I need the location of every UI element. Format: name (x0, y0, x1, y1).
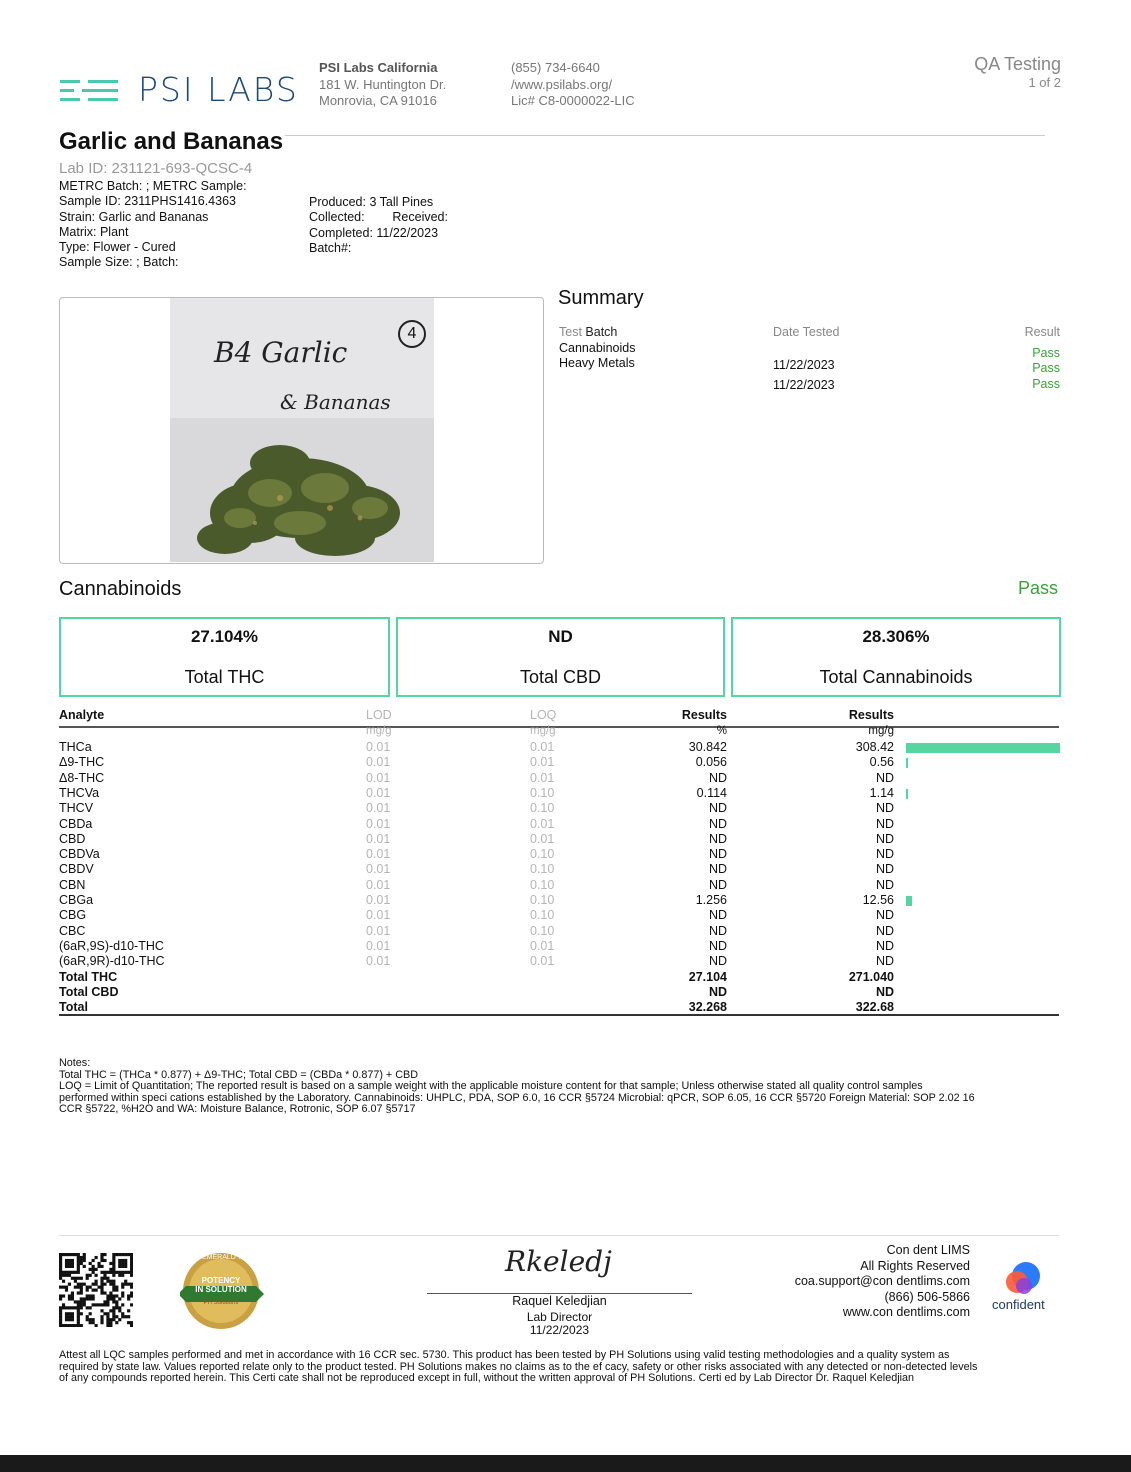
summary-test-cannabinoids: Cannabinoids (559, 341, 636, 355)
analyte-bar (906, 758, 908, 768)
analyte-loq: 0.10 (530, 893, 555, 907)
qr-code-graphic (59, 1253, 133, 1327)
seal-banner-1: POTENCY (201, 1276, 241, 1285)
seal-bottom-text: PH Solutions (203, 1300, 239, 1306)
kpi-label: Total Cannabinoids (819, 667, 973, 687)
analyte-name: CBDV (59, 862, 94, 877)
col-loq: LOQ (530, 708, 557, 722)
summary-result-3: Pass (1032, 377, 1060, 391)
total-result-pct: ND (708, 984, 727, 999)
cannabinoids-status: Pass (1017, 578, 1058, 598)
summary-title: Summary (558, 287, 644, 309)
signer-name: Raquel Keledjian (512, 1294, 607, 1308)
product-name: Garlic and Bananas (59, 128, 284, 155)
analyte-loq: 0.01 (530, 816, 555, 831)
analyte-loq: 0.10 (530, 923, 555, 938)
total-result-mg: 322.68 (855, 1000, 894, 1015)
summary-head-result: Result (1024, 325, 1060, 339)
analyte-result-mg: ND (875, 938, 894, 953)
kpi-label: Total THC (184, 667, 265, 687)
summary-head-test: Test Batch (559, 325, 618, 339)
table-header-line (59, 726, 1059, 728)
lab-address: PSI Labs California 181 W. Huntington Dr. Monrovia, CA 91016 (319, 60, 447, 108)
total-result-pct: 32.268 (688, 1000, 727, 1015)
header-divider (285, 135, 1045, 136)
analyte-lod: 0.01 (366, 877, 391, 892)
analyte-name: THCV (59, 801, 94, 816)
attestation: Attest all LQC samples performed and met in accordance with 16 CCR sec. 5730. This product has been tested by PH Solutions using valid testing methodologies and a quality system as required by state law. Values reported relate only to the product tested. PH Solutions makes no claims as to the ef cacy, safety or other risks associated with any detected or non-detected levels of any compounds reported herein. This Certi cate shall not be reproduced except in full, without the written approval of PH Solutions. Certi ed by Lab Director Dr. Raquel Keledjian (59, 1349, 978, 1384)
analyte-result-pct: ND (708, 908, 727, 923)
analyte-result-pct: ND (708, 877, 727, 892)
analyte-result-pct: ND (708, 816, 727, 831)
analyte-loq: 0.01 (530, 938, 555, 953)
analyte-name: Δ9-THC (59, 755, 105, 770)
seal-banner-2: IN SOLUTION (195, 1285, 247, 1294)
analyte-loq: 0.10 (530, 847, 555, 862)
analyte-loq: 0.01 (530, 740, 555, 754)
summary-date-heavy-metals: 11/22/2023 (773, 378, 835, 392)
analyte-result-pct: 0.114 (696, 785, 727, 800)
qa-title: QA Testing (974, 54, 1061, 74)
summary-result-2: Pass (1032, 361, 1060, 375)
kpi-total-thc (59, 617, 390, 697)
total-name: Total THC (59, 969, 118, 984)
analyte-result-mg: ND (875, 816, 894, 831)
kpi-total-cbd (396, 617, 725, 697)
analyte-result-pct: 1.256 (695, 893, 727, 907)
analyte-result-mg: ND (875, 923, 894, 938)
analyte-lod: 0.01 (366, 755, 391, 770)
signer-date: 11/22/2023 (529, 1323, 590, 1337)
analyte-lod: 0.01 (366, 770, 391, 785)
notes: Notes: Total THC = (THCa * 0.877) + Δ9-THC; Total CBD = (CBDa * 0.877) + CBD LOQ = Limit of Quantitation; The reported result is based on a sample weight with the applicable moisture content for that sample; Unless otherwise stated all quality control samples performed within speci cations established by the Laboratory. Cannabinoids: UHPLC, PDA, SOP 6.0, 16 CCR §5724 Microbial: qPCR, SOP 6.05, 16 CCR §5720 Foreign Material: SOP 2.02 16 CCR §5722, %H2O and WA: Moisture Balance, Rotronic, SOP 6.07 §5717 (59, 1057, 975, 1115)
lab-contact: (855) 734-6640 /www.psilabs.org/ Lic# C8-0000022-LIC (511, 60, 635, 108)
analyte-result-pct: ND (708, 847, 727, 862)
analyte-lod: 0.01 (366, 954, 391, 969)
analyte-loq: 0.10 (530, 877, 555, 892)
director-signature: Rkeledj (505, 1245, 612, 1278)
table-bottom-line (59, 1014, 1059, 1016)
analyte-result-mg: ND (875, 954, 894, 969)
analyte-name: THCVa (59, 785, 100, 800)
analyte-result-pct: ND (708, 938, 727, 953)
total-result-pct: 27.104 (688, 969, 727, 984)
kpi-value: 28.306% (862, 627, 930, 646)
analyte-lod: 0.01 (366, 785, 391, 800)
summary-head-date: Date Tested (773, 325, 840, 339)
total-result-mg: 271.040 (848, 969, 894, 984)
potency-seal (180, 1250, 262, 1332)
analyte-name: Δ8-THC (59, 770, 105, 785)
total-name: Total CBD (59, 984, 119, 999)
analyte-loq: 0.01 (530, 755, 555, 770)
analyte-result-mg: 308.42 (855, 740, 894, 754)
analyte-loq: 0.01 (530, 954, 555, 969)
analyte-result-pct: ND (708, 862, 727, 877)
analyte-name: (6aR,9S)-d10-THC (59, 938, 164, 953)
analyte-result-pct: ND (708, 801, 727, 816)
analyte-lod: 0.01 (366, 908, 391, 923)
sample-meta-left: METRC Batch: ; METRC Sample: Sample ID: 2311PHS1416.4363 Strain: Garlic and Bananas Matrix: Plant Type: Flower - Cured Sample Size: ; Batch: (59, 179, 247, 270)
analyte-bar (906, 789, 908, 799)
analyte-loq: 0.10 (530, 801, 555, 816)
analyte-result-pct: ND (708, 954, 727, 969)
bag-handwriting-1: B4 Garlic (214, 336, 348, 369)
analyte-name: CBDa (59, 816, 93, 831)
kpi-label: Total CBD (519, 667, 602, 687)
unit-loq: mg/g (530, 725, 556, 737)
analyte-name: THCa (59, 740, 92, 754)
sample-photo (170, 298, 434, 562)
analyte-lod: 0.01 (366, 740, 391, 754)
analyte-result-pct: ND (708, 770, 727, 785)
analyte-lod: 0.01 (366, 893, 391, 907)
psi-logo-mark (60, 78, 118, 104)
analyte-loq: 0.01 (530, 770, 555, 785)
lab-id: Lab ID: 231121-693-QCSC-4 (59, 160, 253, 177)
summary-test-heavy-metals: Heavy Metals (559, 356, 635, 370)
analyte-loq: 0.10 (530, 785, 555, 800)
qa-header (974, 54, 1061, 90)
analyte-result-mg: 0.56 (869, 755, 894, 770)
col-results-pct: Results (681, 708, 727, 722)
analyte-result-pct: ND (708, 831, 727, 846)
analyte-result-mg: ND (875, 847, 894, 862)
analyte-name: (6aR,9R)-d10-THC (59, 954, 165, 969)
lims-info: Con dent LIMS All Rights Reserved coa.support@con dentlims.com (866) 506-5866 www.con dentlims.com (794, 1243, 970, 1319)
analyte-result-pct: 30.842 (688, 740, 727, 754)
unit-pct: % (716, 725, 727, 737)
footer-divider (59, 1235, 1059, 1236)
analyte-name: CBC (59, 923, 86, 938)
analyte-lod: 0.01 (366, 923, 391, 938)
analyte-result-mg: ND (875, 801, 894, 816)
col-results-mg: Results (848, 708, 894, 722)
summary-result-1: Pass (1032, 346, 1060, 360)
analyte-name: CBN (59, 877, 86, 892)
psi-logo-text: PSI LABS (138, 70, 299, 109)
bag-circled-number: 4 (398, 320, 426, 348)
total-result-mg: ND (875, 984, 894, 999)
bag-handwriting-2: & Bananas (280, 390, 391, 414)
page-number: 1 of 2 (1028, 75, 1061, 90)
analyte-name: CBD (59, 831, 86, 846)
analyte-name: CBG (59, 908, 87, 923)
analyte-result-mg: 12.56 (862, 893, 894, 907)
analyte-lod: 0.01 (366, 831, 391, 846)
col-lod: LOD (366, 708, 392, 722)
signer-block (427, 1294, 692, 1337)
analyte-result-pct: ND (708, 923, 727, 938)
total-name: Total (59, 1000, 88, 1015)
unit-lod: mg/g (366, 725, 392, 737)
confident-logo-icon (1004, 1262, 1042, 1296)
analyte-result-pct: 0.056 (695, 755, 727, 770)
analyte-lod: 0.01 (366, 938, 391, 953)
unit-mg: mg/g (868, 725, 894, 737)
page-bottom-bar (0, 1455, 1131, 1472)
qr-code[interactable] (59, 1253, 133, 1327)
confident-logo-text: confident (992, 1297, 1045, 1312)
analyte-result-mg: ND (875, 831, 894, 846)
analyte-lod: 0.01 (366, 816, 391, 831)
analyte-loq: 0.01 (530, 831, 555, 846)
analyte-result-mg: 1.14 (869, 785, 894, 800)
sample-meta-right: Produced: 3 Tall Pines Collected: Received: Completed: 11/22/2023 Batch#: (309, 195, 448, 255)
analyte-lod: 0.01 (366, 847, 391, 862)
analyte-result-mg: ND (875, 770, 894, 785)
signer-title: Lab Director (526, 1310, 593, 1324)
analyte-result-mg: ND (875, 877, 894, 892)
cannabinoids-title: Cannabinoids (59, 578, 182, 600)
analyte-name: CBDVa (59, 847, 100, 862)
analyte-result-mg: ND (875, 862, 894, 877)
analyte-lod: 0.01 (366, 862, 391, 877)
analyte-bar (906, 743, 1060, 753)
analyte-name: CBGa (59, 893, 94, 907)
analyte-lod: 0.01 (366, 801, 391, 816)
kpi-value: ND (548, 627, 573, 646)
analyte-result-mg: ND (875, 908, 894, 923)
summary-date-cannabinoids: 11/22/2023 (773, 358, 835, 372)
analyte-bar (906, 896, 912, 906)
col-analyte: Analyte (59, 708, 105, 722)
analyte-loq: 0.10 (530, 862, 555, 877)
kpi-value: 27.104% (190, 627, 259, 646)
seal-top-text: EMERALD TEST (202, 1254, 256, 1261)
kpi-total-cannabinoids (731, 617, 1061, 697)
analyte-loq: 0.10 (530, 908, 555, 923)
